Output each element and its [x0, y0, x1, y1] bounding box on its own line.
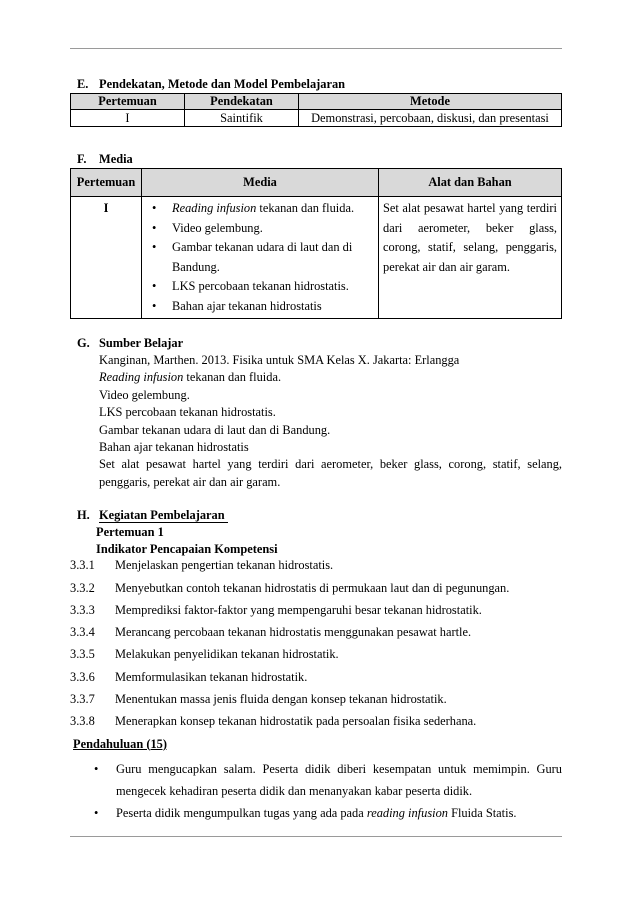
indicator-title: Indikator Pencapaian Kompetensi — [96, 541, 278, 556]
cell-media — [142, 197, 379, 319]
list-item: 3.3.5 Melakukan penyelidikan tekanan hidrostatik. — [70, 647, 339, 662]
list-item: 3.3.1 Menjelaskan pengertian tekanan hidrostatis. — [70, 558, 334, 573]
indicator-list — [70, 554, 562, 732]
section-f-title: F. Media — [77, 152, 133, 166]
top-rule — [70, 48, 562, 49]
th-pertemuan: Pertemuan — [71, 169, 142, 197]
list-item: • LKS percobaan tekanan hidrostatis. — [146, 277, 374, 297]
list-item: 3.3.3 Memprediksi faktor-faktor yang mempengaruhi besar tekanan hidrostatik. — [70, 602, 482, 617]
intro-list — [70, 758, 562, 825]
source-line: Reading infusion tekanan dan fluida. — [99, 370, 282, 385]
th-media: Media — [142, 169, 379, 197]
bottom-rule — [70, 836, 562, 837]
list-item: 3.3.2 Menyebutkan contoh tekanan hidrostatis di permukaan laut dan di pegunungan. — [70, 580, 510, 595]
approach-table — [70, 93, 562, 127]
cell-alat-bahan: Set alat pesawat hartel yang terdiri dari aerometer, beker glass, corong, statif, selang, penggaris, perekat air dan air garam. — [379, 197, 562, 319]
list-item: • Peserta didik mengumpulkan tugas yang ada pada reading infusion Fluida Statis. — [70, 802, 562, 824]
source-line: Bahan ajar tekanan hidrostatis — [99, 440, 249, 455]
th-pertemuan: Pertemuan — [71, 94, 185, 110]
cell-pendekatan: Saintifik — [185, 110, 299, 127]
media-table — [70, 168, 562, 319]
source-list — [99, 352, 562, 491]
list-item: 3.3.6 Memformulasikan tekanan hidrostatik. — [70, 669, 308, 684]
table-row — [71, 197, 562, 319]
cell-pertemuan: I — [71, 110, 185, 127]
cell-pertemuan: I — [71, 197, 142, 319]
th-metode: Metode — [299, 94, 562, 110]
cell-metode: Demonstrasi, percobaan, diskusi, dan presentasi — [299, 110, 562, 127]
list-item: • Video gelembung. — [146, 219, 374, 239]
section-h-title: H. Kegiatan Pembelajaran — [70, 507, 562, 524]
list-item: • Gambar tekanan udara di laut dan di Bandung. — [146, 238, 374, 277]
section-e-title: E. Pendekatan, Metode dan Model Pembelajaran — [77, 77, 346, 91]
list-item: • Reading infusion tekanan dan fluida. — [146, 199, 374, 219]
media-list — [146, 199, 374, 316]
list-item: 3.3.8 Menerapkan konsep tekanan hidrostatik pada persoalan fisika sederhana. — [70, 714, 477, 729]
source-line: LKS percobaan tekanan hidrostatis. — [99, 405, 276, 420]
document-page — [70, 72, 562, 825]
th-alat-bahan: Alat dan Bahan — [379, 169, 562, 197]
list-item: • Bahan ajar tekanan hidrostatis — [146, 297, 374, 317]
source-line: Video gelembung. — [99, 387, 190, 402]
source-line: Gambar tekanan udara di laut dan di Bandung. — [99, 422, 331, 437]
source-line: Set alat pesawat hartel yang terdiri dari aerometer, beker glass, corong, statif, selang, penggaris, perekat air dan air garam. — [99, 457, 562, 489]
list-item: 3.3.7 Menentukan massa jenis fluida dengan konsep tekanan hidrostatik. — [70, 692, 447, 707]
intro-title: Pendahuluan (15) — [73, 736, 167, 751]
source-line: Kanginan, Marthen. 2013. Fisika untuk SMA Kelas X. Jakarta: Erlangga — [99, 353, 460, 367]
th-pendekatan: Pendekatan — [185, 94, 299, 110]
section-g-title: G. Sumber Belajar — [77, 336, 184, 350]
table-row — [71, 110, 562, 127]
list-item: • Guru mengucapkan salam. Peserta didik diberi kesempatan untuk memimpin. Guru mengecek kehadiran peserta didik dan menanyakan kabar peserta didik. — [70, 758, 562, 803]
list-item: 3.3.4 Merancang percobaan tekanan hidrostatis menggunakan pesawat hartle. — [70, 625, 472, 640]
meeting-title: Pertemuan 1 — [96, 525, 164, 540]
